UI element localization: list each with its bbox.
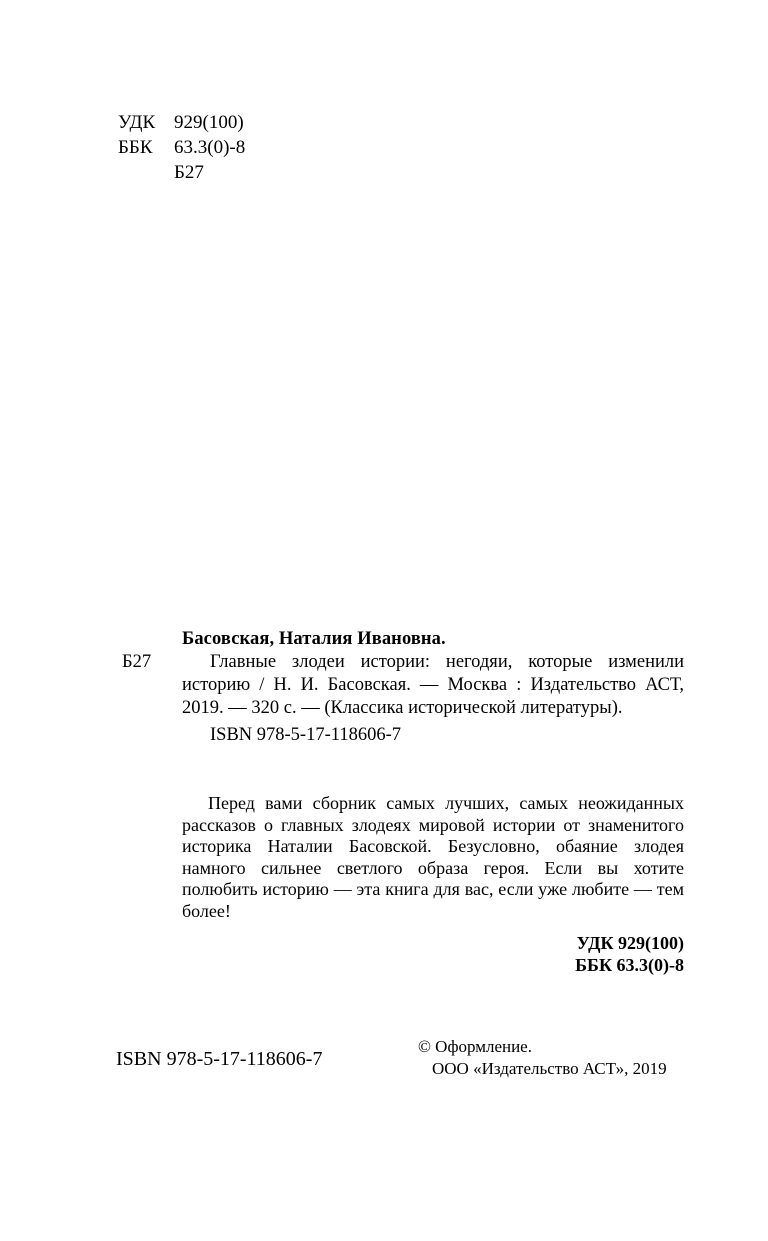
record-isbn: ISBN 978-5-17-118606-7	[210, 725, 401, 745]
imprint-block	[418, 1036, 667, 1080]
bibliographic-record	[118, 628, 684, 747]
classification-value-udk: 929(100)	[174, 112, 244, 133]
classification-bottom-block	[575, 932, 684, 976]
record-author: Басовская, Наталия Ивановна.	[182, 629, 446, 649]
record-body	[118, 651, 684, 720]
footer-isbn: ISBN 978-5-17-118606-7	[116, 1048, 323, 1070]
classification-row-udk	[118, 110, 245, 135]
classification-bottom-bbk: ББК 63.3(0)-8	[575, 955, 684, 975]
classification-row-shelf-marker	[118, 160, 245, 185]
publisher-line: ООО «Издательство АСТ», 2019	[432, 1059, 667, 1078]
shelf-marker-top: Б27	[174, 162, 204, 183]
classification-label-bbk: ББК	[118, 137, 153, 158]
shelf-marker-record: Б27	[122, 652, 152, 672]
classification-value-bbk: 63.3(0)-8	[174, 137, 246, 158]
classification-label-udk: УДК	[118, 112, 156, 133]
classification-row-bbk	[118, 135, 245, 160]
book-annotation: Перед вами сборник самых лучших, самых неожиданных рассказов о главных злодеях мировой истории от знаменитого историка Наталии Басовской. Безусловно, обаяние злодея намного сильнее светлого образа героя. Если вы хотите полюбить историю — эта книга для вас, если уже любите — тем более!	[182, 793, 684, 921]
classification-top-block	[118, 110, 245, 185]
copyright-line: © Оформление.	[418, 1037, 532, 1056]
classification-bottom-udk: УДК 929(100)	[576, 933, 684, 953]
record-description: Главные злодеи истории: негодяи, которые изменили историю / Н. И. Басовская. — Москва : Издательство АСТ, 2019. — 320 с. — (Классика исторической литературы).	[182, 652, 684, 718]
